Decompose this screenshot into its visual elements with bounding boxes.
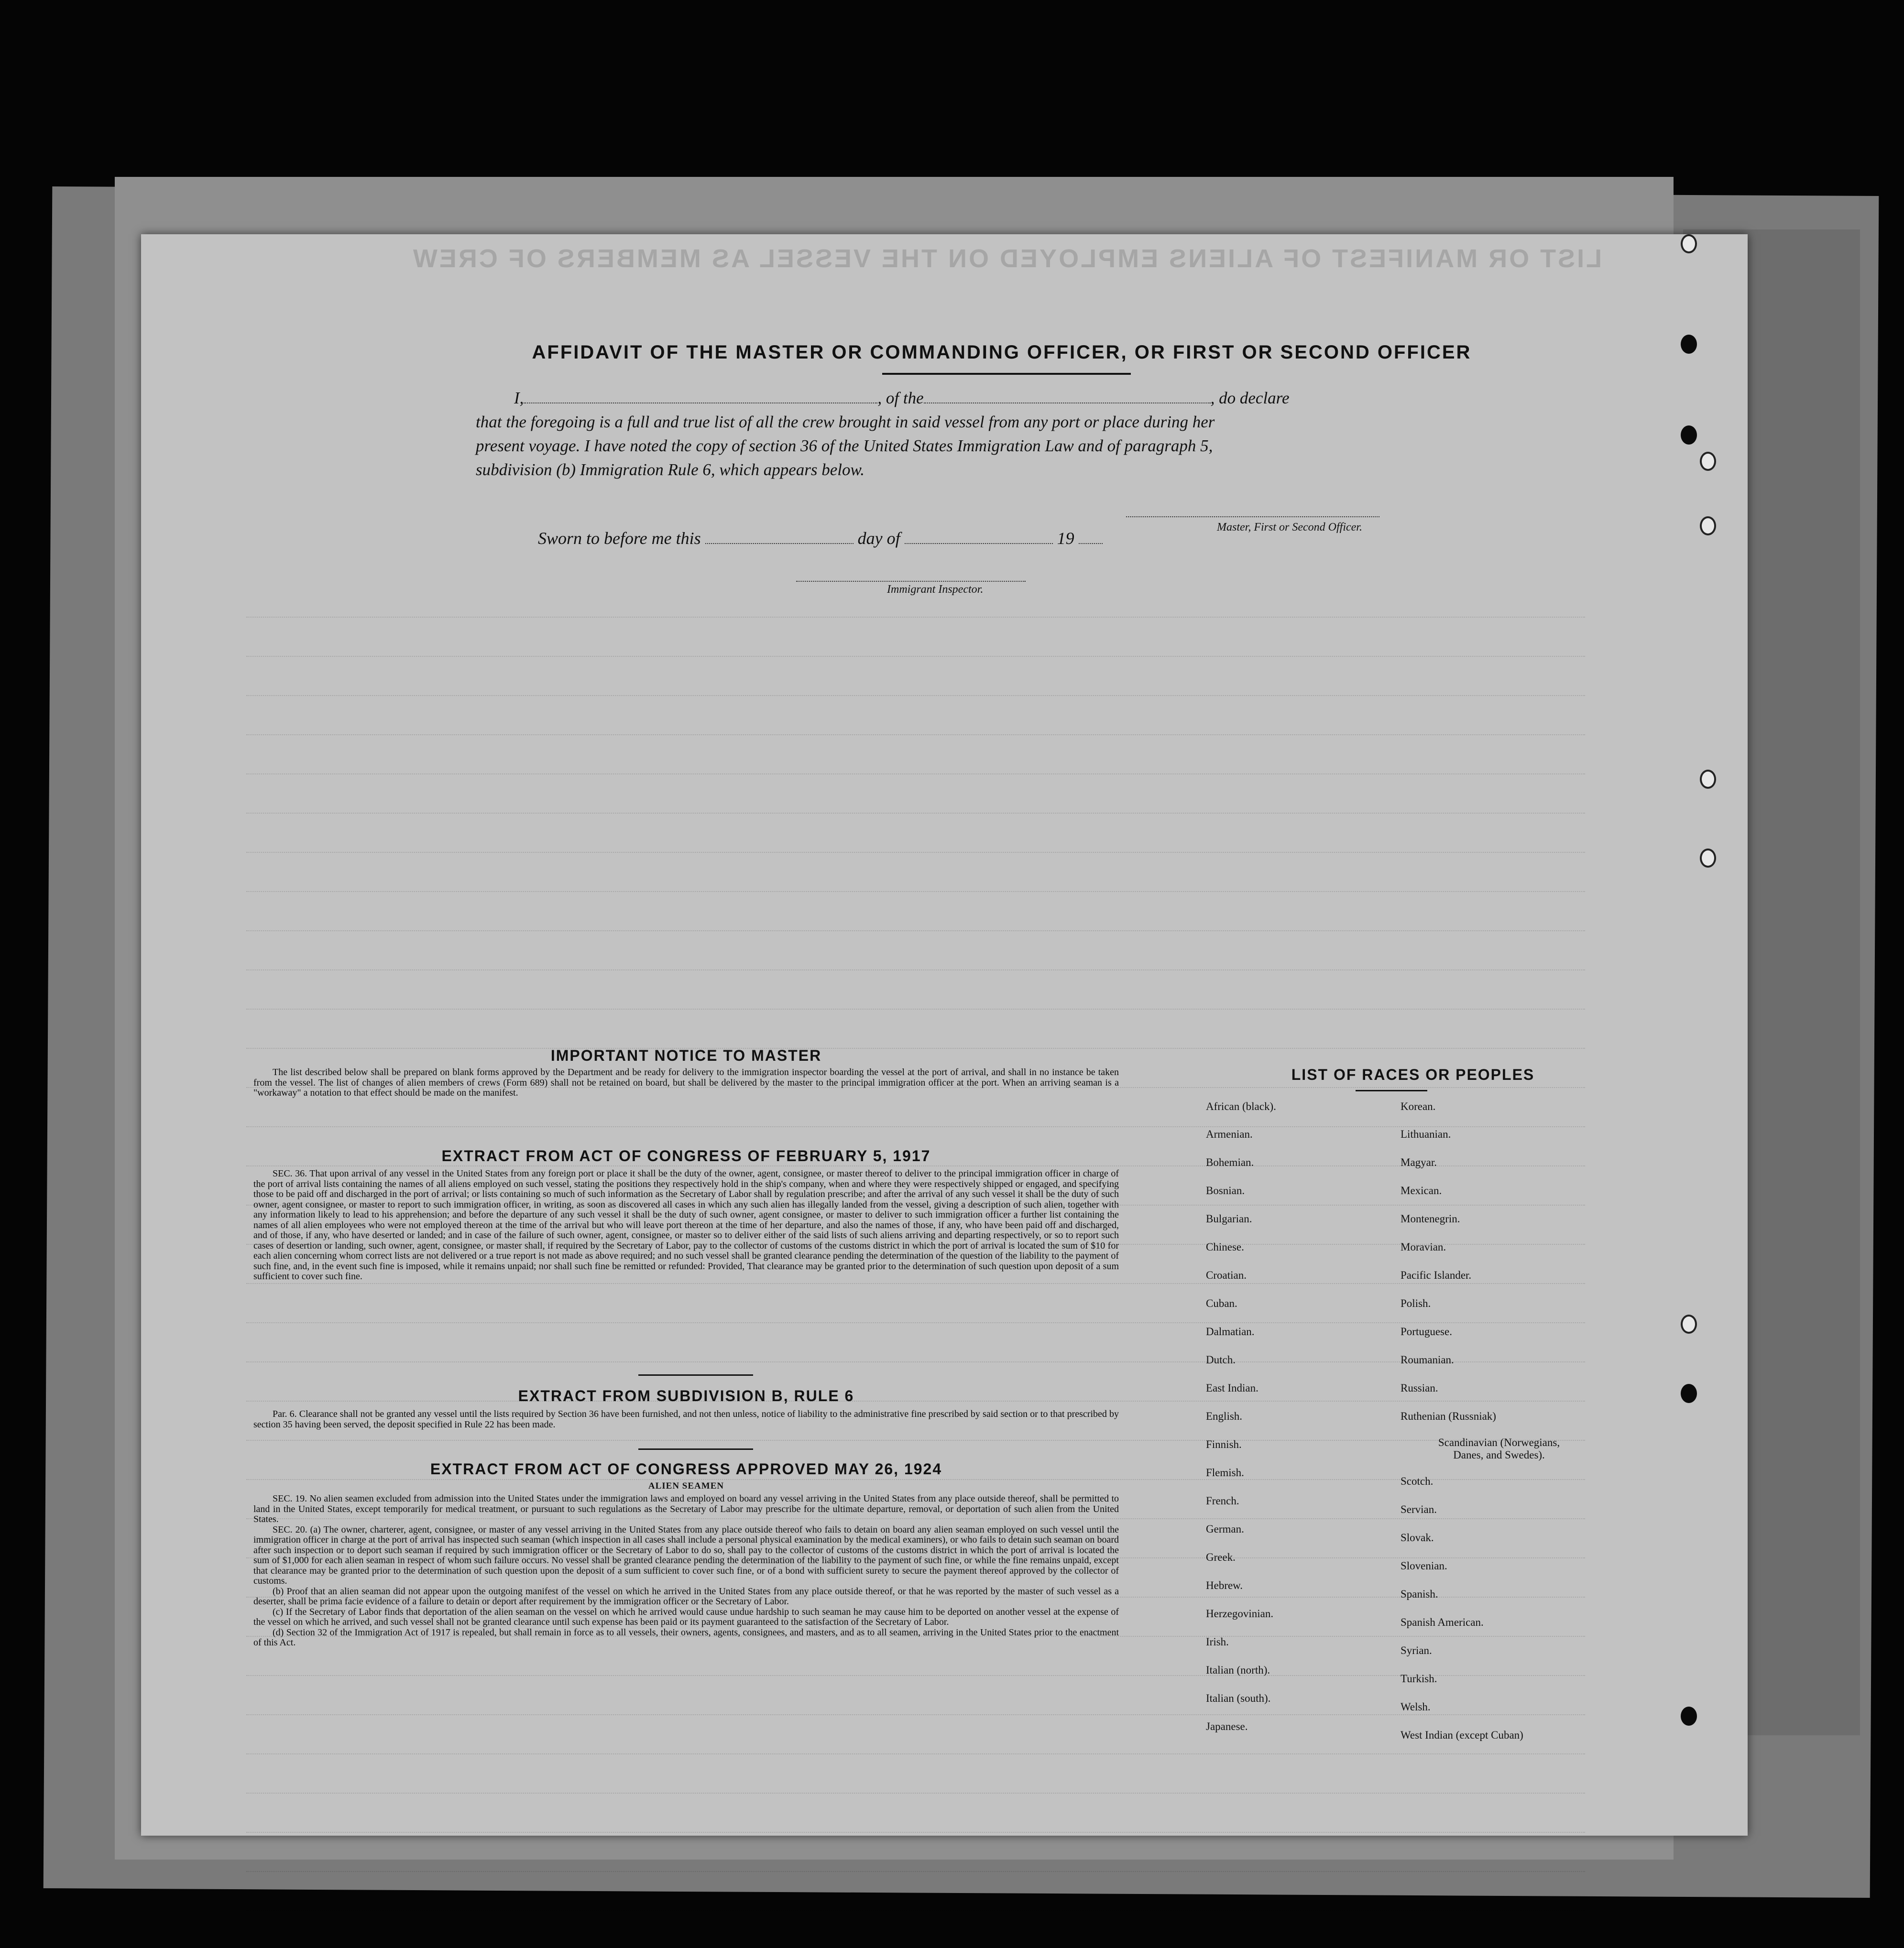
- affidavit-page: [141, 234, 1748, 1836]
- notice-text: [253, 1067, 1119, 1099]
- race-col1-item: Flemish.: [1206, 1467, 1244, 1479]
- punch-hole: [1681, 425, 1697, 445]
- affidavit-body: [476, 386, 1528, 482]
- race-col2-item: West Indian (except Cuban): [1401, 1729, 1523, 1741]
- bleed-through-row: [246, 1117, 1585, 1127]
- race-col2-item: Magyar.: [1401, 1156, 1437, 1168]
- race-col2-item: Ruthenian (Russniak): [1401, 1410, 1496, 1422]
- day-of-text: day of: [857, 529, 900, 548]
- extract-1924-subtitle: ALIEN SEAMEN: [648, 1481, 724, 1491]
- race-col1-item: Dalmatian.: [1206, 1326, 1255, 1338]
- punch-hole: [1681, 335, 1697, 354]
- race-col2-item: Servian.: [1401, 1503, 1437, 1515]
- bleed-through-row: [246, 842, 1585, 853]
- race-col1-item: Bosnian.: [1206, 1185, 1245, 1197]
- extract-1917-paragraph: SEC. 36. That upon arrival of any vessel in the United States from any foreign port or place it shall be the duty of the owner, agent, consignee, or master thereof to deliver to the principal immigration officer in charge of the port of arrival lists containing the names of all aliens employed on such vessel, stating the positions they respectively hold in the ship's company, when and where they were respectively shipped or engaged, and specifying those to be paid off and discharged in the port of arrival; or lists containing so much of such information as the Secretary of Labor shall by regulation prescribe; and after the arrival of any such vessel it shall be the duty of such owner, agent consignee, or master to report to such immigration officer, in writing, as soon as discovered all cases in which any such alien has illegally landed from the vessel, giving a description of such alien, together with any information likely to lead to his apprehension; and before the departure of any such vessel it shall be the duty of such owner, agent consignee, or master to deliver to such immigration officer a further list containing the names of all alien employees who were not employed thereon at the time of the arrival but who will leave port thereon at the time of her departure, and also the names of those, if any, who have been paid off and discharged, and of those, if any, who have deserted or landed; and in case of the failure of such owner, agent, consignee, or master so to deliver either of the said lists of such aliens arriving and departing respectively, or so to report such cases of desertion or landing, such owner, agent, consignee, or master shall, if required by the Secretary of Labor, pay to the collector of customs of the customs district in which the port of arrival is located the sum of $10 for each alien concerning whom correct lists are not delivered or a true report is not made as above required; and no such vessel shall be granted clearance pending the determination of the question of the liability to the payment of such fine, and, in the event such fine is imposed, while it remains unpaid; nor shall such fine be remitted or refunded: Provided, That clearance may be granted prior to the determination of such question upon deposit of a sum sufficient to cover such fine.: [253, 1168, 1119, 1282]
- bleed-through-row: [246, 1352, 1585, 1362]
- bleed-through-row: [246, 764, 1585, 774]
- race-col2-item: [1399, 1437, 1599, 1461]
- race-col2-item: Scotch.: [1401, 1475, 1433, 1487]
- master-signature-field[interactable]: [1126, 516, 1379, 517]
- race-col1-item: English.: [1206, 1410, 1243, 1422]
- bleed-through-row: [246, 1822, 1585, 1833]
- bleed-through-row: [246, 881, 1585, 892]
- punch-hole: [1681, 1707, 1697, 1726]
- affidavit-i: I,: [514, 389, 524, 407]
- punch-hole: [1681, 1315, 1697, 1334]
- race-col1-item: Chinese.: [1206, 1241, 1244, 1253]
- bleed-through-row: [246, 725, 1585, 735]
- bleed-through-row: [246, 1861, 1585, 1872]
- race-col1-item: Armenian.: [1206, 1128, 1253, 1140]
- race-col1-item: Greek.: [1206, 1551, 1236, 1563]
- race-col2-item: Korean.: [1401, 1100, 1436, 1112]
- punch-hole: [1700, 516, 1716, 535]
- race-col2-item: Moravian.: [1401, 1241, 1446, 1253]
- races-title: LIST OF RACES OR PEOPLES: [1291, 1066, 1535, 1083]
- title-rule: [882, 373, 1131, 375]
- affidavit-of-the: , of the: [877, 389, 924, 407]
- race-col1-item: Italian (north).: [1206, 1664, 1270, 1676]
- master-signature-label: Master, First or Second Officer.: [1217, 521, 1362, 533]
- sworn-year-field[interactable]: [1079, 532, 1103, 544]
- sec-20b-paragraph: (b) Proof that an alien seaman did not appear upon the outgoing manifest of the vessel on which he arrived in the United States from any place outside thereof, or that he was reported by the master of such vessel as a deserter, shall be prima facie evidence of a failure to detain or deport after requirement by the immigration officer or the Secretary of Labor.: [253, 1586, 1119, 1607]
- affidavit-line-1: [476, 386, 1528, 410]
- punch-hole: [1700, 770, 1716, 789]
- extract-rule6-title: EXTRACT FROM SUBDIVISION B, RULE 6: [518, 1387, 854, 1404]
- bleed-through-row: [246, 1705, 1585, 1715]
- bleed-through-heading: LIST OR MANIFEST OF ALIENS EMPLOYED ON THE VESSEL AS MEMBERS OF CREW: [411, 244, 1602, 273]
- races-rule: [1356, 1090, 1427, 1091]
- race-col2-item: Pacific Islander.: [1401, 1269, 1472, 1281]
- race-col2-item: Slovenian.: [1401, 1560, 1447, 1572]
- race-col2-item: Mexican.: [1401, 1185, 1442, 1197]
- punch-hole: [1681, 234, 1697, 253]
- sworn-day-field[interactable]: [705, 532, 854, 544]
- inspector-label: Immigrant Inspector.: [887, 583, 984, 596]
- extract-1924-text: [253, 1494, 1119, 1648]
- bleed-through-row: [246, 646, 1585, 657]
- race-col1-item: African (black).: [1206, 1100, 1276, 1112]
- sworn-line: [538, 528, 1103, 548]
- punch-hole: [1700, 849, 1716, 868]
- race-col2-item: Portuguese.: [1401, 1326, 1452, 1338]
- race-col2-item: Spanish.: [1401, 1588, 1438, 1600]
- race-col2-item: Syrian.: [1401, 1644, 1432, 1656]
- sworn-before-text: Sworn to before me this: [538, 529, 701, 548]
- section-divider: [638, 1374, 753, 1376]
- extract-1917-text: [253, 1169, 1119, 1282]
- race-col2-line: Danes, and Swedes).: [1453, 1449, 1545, 1461]
- race-col1-item: Dutch.: [1206, 1354, 1236, 1366]
- bleed-through-row: [246, 1744, 1585, 1754]
- notice-title: IMPORTANT NOTICE TO MASTER: [550, 1047, 822, 1064]
- race-col1-item: Italian (south).: [1206, 1692, 1271, 1704]
- race-col2-item: Spanish American.: [1401, 1616, 1484, 1628]
- master-name-field[interactable]: [524, 390, 877, 403]
- bleed-through-row: [246, 1665, 1585, 1676]
- bleed-through-row: [246, 1901, 1585, 1911]
- notice-paragraph: The list described below shall be prepared on blank forms approved by the Department and be ready for delivery to the immigration inspector boarding the vessel at the port of arrival, and shall in no instance be taken from the vessel. The list of changes of alien members of crews (Form 689) shall not be retained on board, but shall be delivered by the master to the principal immigration officer at the port. When an arriving seaman is a "workaway" a notation to that effect should be made on the manifest.: [253, 1067, 1119, 1098]
- bleed-through-row: [246, 921, 1585, 931]
- sworn-month-field[interactable]: [905, 532, 1053, 544]
- vessel-name-field[interactable]: [924, 390, 1211, 403]
- race-col2-item: Welsh.: [1401, 1701, 1431, 1713]
- affidavit-line-4: subdivision (b) Immigration Rule 6, which appears below.: [476, 460, 865, 479]
- bleed-through-row: [246, 803, 1585, 814]
- punch-hole: [1700, 452, 1716, 471]
- extract-rule6-paragraph: Par. 6. Clearance shall not be granted any vessel until the lists required by Section 36 have been furnished, and not then unless, notice of liability to the administrative fine prescribed by said section or to that prescribed by section 35 having been served, the deposit specified in Rule 22 has been made.: [253, 1409, 1119, 1430]
- section-divider: [638, 1448, 753, 1450]
- race-col1-item: Cuban.: [1206, 1297, 1237, 1309]
- bleed-through-row: [246, 1430, 1585, 1441]
- inspector-signature-field[interactable]: [796, 581, 1026, 582]
- race-col2-item: Roumanian.: [1401, 1354, 1454, 1366]
- race-col2-item: Slovak.: [1401, 1532, 1434, 1544]
- bleed-through-row: [246, 686, 1585, 696]
- race-col2-item: Montenegrin.: [1401, 1213, 1460, 1225]
- affidavit-line-2: that the foregoing is a full and true list of all the crew brought in said vessel from any port or place during her: [476, 413, 1215, 431]
- affidavit-title: AFFIDAVIT OF THE MASTER OR COMMANDING OFFICER, OR FIRST OR SECOND OFFICER: [532, 342, 1472, 363]
- race-col2-line: Scandinavian (Norwegians,: [1438, 1437, 1560, 1448]
- sec-20c-paragraph: (c) If the Secretary of Labor finds that deportation of the alien seaman on the vessel on which he arrived would cause undue hardship to such seaman he may cause him to be deported on another vessel at the expense of the vessel on which he arrived, and such vessel shall not be granted clearance until such expense has been paid or its payment guaranteed to the satisfaction of the Secretary of Labor.: [253, 1606, 1119, 1627]
- race-col1-item: Bohemian.: [1206, 1156, 1254, 1168]
- race-col2-item: Russian.: [1401, 1382, 1438, 1394]
- extract-1924-title: EXTRACT FROM ACT OF CONGRESS APPROVED MAY 26, 1924: [430, 1460, 942, 1478]
- bleed-through-row: [246, 1313, 1585, 1323]
- affidavit-line-3: present voyage. I have noted the copy of section 36 of the United States Immigration Law and of paragraph 5,: [476, 436, 1213, 455]
- race-col1-item: Irish.: [1206, 1636, 1229, 1648]
- race-col1-item: German.: [1206, 1523, 1244, 1535]
- punch-hole: [1681, 1384, 1697, 1403]
- bleed-through-row: [246, 607, 1585, 618]
- race-col1-item: Hebrew.: [1206, 1579, 1243, 1591]
- extract-rule6-text: [253, 1409, 1119, 1430]
- bleed-through-row: [246, 960, 1585, 970]
- race-col1-item: East Indian.: [1206, 1382, 1258, 1394]
- sec-20d-paragraph: (d) Section 32 of the Immigration Act of 1917 is repealed, but shall remain in force as to all vessels, their owners, agents, consignees, and masters, and as to all seamen, arriving in the United States prior to the enactment of this Act.: [253, 1627, 1119, 1648]
- race-col1-item: Herzegovinian.: [1206, 1608, 1274, 1620]
- sec-20a-paragraph: SEC. 20. (a) The owner, charterer, agent, consignee, or master of any vessel arriving in the United States from any place outside thereof who fails to detain on board any alien seaman employed on such vessel until the immigration officer in charge at the port of arrival has inspected such seaman (which inspection in all cases shall include a personal physical examination by the medical examiners), or who fails to detain such seaman on board after such inspection or to deport such seaman if required by such immigration officer or the Secretary of Labor to do so, shall pay to the collector of customs of the customs district in which the port of arrival is located the sum of $1,000 for each alien seaman in respect of whom such failure occurs. No vessel shall be granted clearance pending the determination of the liability to the payment of such fine, or while the fine remains unpaid, except that clearance may be granted prior to the determination of such question upon the deposit of a sum sufficient to cover such fine, or of a bond with sufficient surety to secure the payment thereof approved by the collector of customs.: [253, 1524, 1119, 1586]
- race-col1-item: Finnish.: [1206, 1438, 1242, 1450]
- race-col2-item: Turkish.: [1401, 1673, 1437, 1685]
- race-col1-item: Croatian.: [1206, 1269, 1247, 1281]
- sec-19-paragraph: SEC. 19. No alien seamen excluded from admission into the United States under the immigration laws and employed on board any vessel arriving in the United States from any place outside thereof, shall be permitted to land in the United States, except temporarily for medical treatment, or pursuant to such regulations as the Secretary of Labor may prescribe for the ultimate departure, removal, or deportation of such alien from the United States.: [253, 1493, 1119, 1524]
- bleed-through-row: [246, 999, 1585, 1010]
- race-col1-item: Japanese.: [1206, 1720, 1248, 1732]
- bleed-through-row: [246, 1783, 1585, 1794]
- affidavit-do-declare: , do declare: [1210, 389, 1290, 407]
- year-prefix: 19: [1057, 529, 1074, 548]
- race-col2-item: Lithuanian.: [1401, 1128, 1451, 1140]
- race-col1-item: French.: [1206, 1495, 1239, 1507]
- extract-1917-title: EXTRACT FROM ACT OF CONGRESS OF FEBRUARY 5, 1917: [441, 1147, 931, 1164]
- race-col1-item: Bulgarian.: [1206, 1213, 1252, 1225]
- race-col2-item: Polish.: [1401, 1297, 1431, 1309]
